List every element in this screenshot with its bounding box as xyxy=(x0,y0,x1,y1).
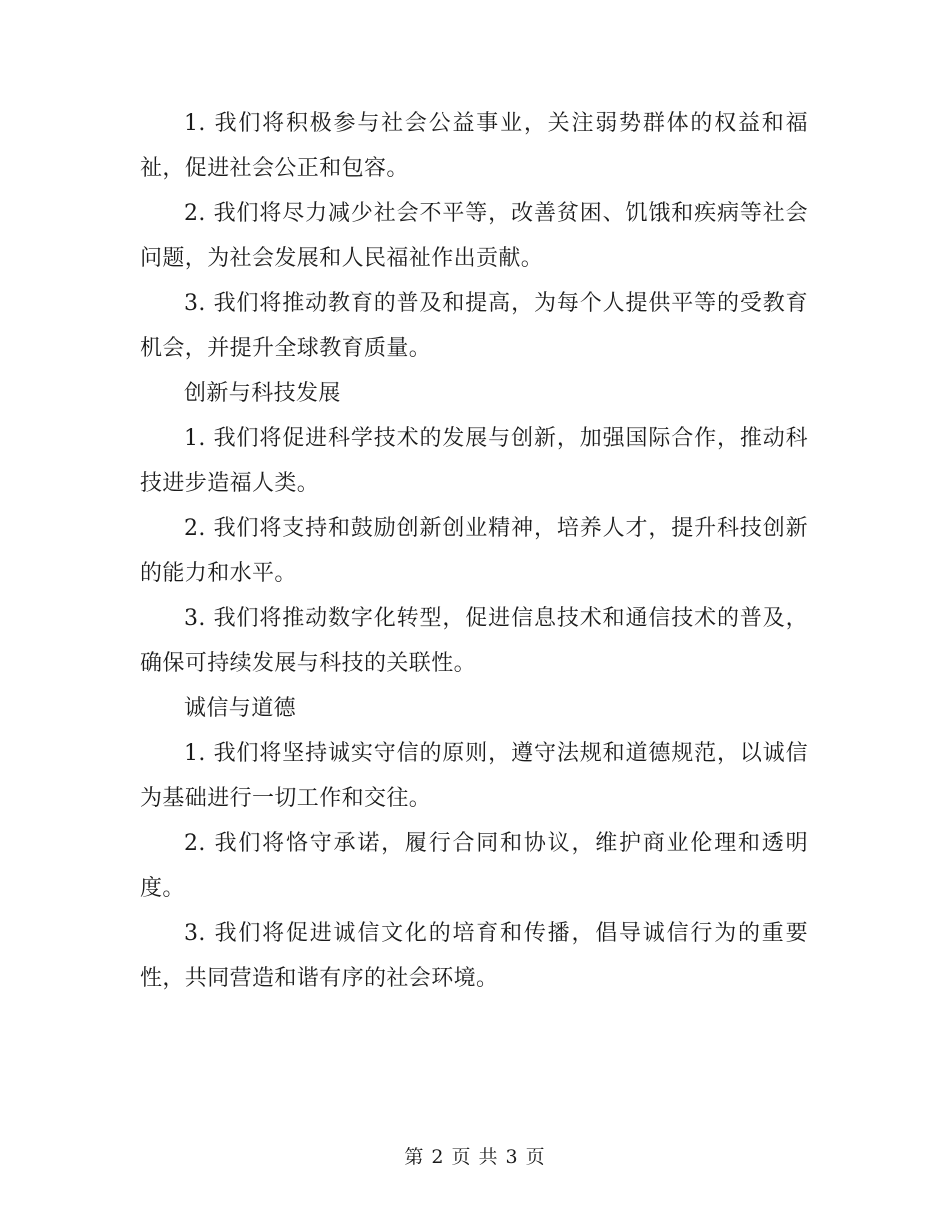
list-item: 1. 我们将积极参与社会公益事业，关注弱势群体的权益和福祉，促进社会公正和包容。 xyxy=(140,111,808,181)
section-heading-integrity: 诚信与道德 xyxy=(184,696,297,721)
list-item: 3. 我们将促进诚信文化的培育和传播，倡导诚信行为的重要性，共同营造和谐有序的社会环境。 xyxy=(140,921,808,991)
list-item: 3. 我们将推动教育的普及和提高，为每个人提供平等的受教育机会，并提升全球教育质量。 xyxy=(140,291,808,361)
list-item: 2. 我们将恪守承诺，履行合同和协议，维护商业伦理和透明度。 xyxy=(140,831,808,901)
list-item: 3. 我们将推动数字化转型，促进信息技术和通信技术的普及，确保可持续发展与科技的关联性。 xyxy=(140,606,808,676)
page-number-footer: 第 2 页 共 3 页 xyxy=(404,1146,546,1168)
list-item: 1. 我们将坚持诚实守信的原则，遵守法规和道德规范，以诚信为基础进行一切工作和交往。 xyxy=(140,741,808,811)
document-body xyxy=(140,101,808,1001)
list-item: 1. 我们将促进科学技术的发展与创新，加强国际合作，推动科技进步造福人类。 xyxy=(140,426,808,496)
section-heading-innovation: 创新与科技发展 xyxy=(184,381,341,406)
list-item: 2. 我们将尽力减少社会不平等，改善贫困、饥饿和疾病等社会问题，为社会发展和人民福祉作出贡献。 xyxy=(140,201,808,271)
list-item: 2. 我们将支持和鼓励创新创业精神，培养人才，提升科技创新的能力和水平。 xyxy=(140,516,808,586)
